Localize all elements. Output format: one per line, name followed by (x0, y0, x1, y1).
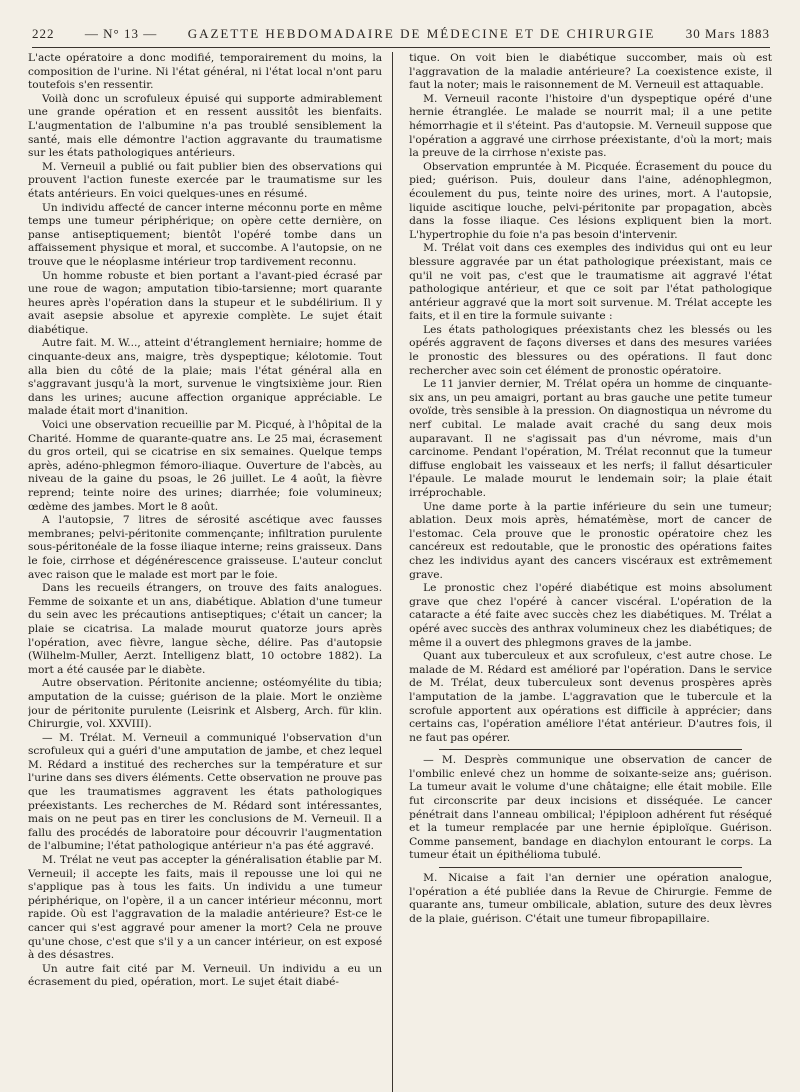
paragraph: Voilà donc un scrofuleux épuisé qui supporte admirablement une grande opération et en ressent aussitôt les bienfaits. L'augmentation de l'albumine n'a pas troublé sensiblement la santé, mais elle démontre l'action aggravante du traumatisme sur les états pathologiques antérieurs. (28, 92, 383, 160)
paragraph: — M. Desprès communique une observation de cancer de l'ombilic enlevé chez un homme de soixante-seize ans; guérison. La tumeur avait le volume d'une châtaigne; elle était mobile. Elle fut circonscrite par deux incisions et disséquée. Le cancer pénétrait dans l'anneau ombilical; l'épiploon adhérent fut réséqué et la tumeur remplacée par une hernie épiploïque. Guérison. Comme pansement, bandage en diachylon entourant le corps. La tumeur était un épithélioma tubulé. (409, 754, 772, 862)
journal-title: GAZETTE HEBDOMADAIRE DE MÉDECINE ET DE CHIRURGIE (187, 26, 656, 41)
section-separator (439, 867, 742, 868)
paragraph: Le pronostic chez l'opéré diabétique est moins absolument grave que chez l'opéré à cancer viscéral. L'opération de la cataracte a été faite avec succès chez les diabétiques. M. Trélat a opéré avec succès des anthrax volumineux chez les diabétiques; de même il a ouvert des phlegmons graves de la jambe. (409, 582, 772, 649)
paragraph: M. Nicaise a fait l'an dernier une opération analogue, l'opération a été publiée dans la Revue de Chirurgie. Femme de quarante ans, tumeur ombilicale, ablation, suture des deux lèvres de la plaie, guérison. C'était une tumeur fibropapillaire. (409, 872, 772, 925)
left-column (28, 52, 393, 1092)
paragraph: Dans les recueils étrangers, on trouve des faits analogues. Femme de soixante et un ans, diabétique. Ablation d'une tumeur du sein avec les précautions antiseptiques; c'était un cancer; la plaie se cicatrisa. La malade mourut quatorze jours après l'opération, avec fièvre, langue sèche, délire. Pas d'autopsie (Wilhelm-Muller, Aerzt. Intelligenz blatt, 10 octobre 1882). La mort a été causée par le diabète. (28, 582, 383, 676)
right-column (407, 52, 772, 1092)
paragraph: Quant aux tuberculeux et aux scrofuleux, c'est autre chose. Le malade de M. Rédard est amélioré par l'opération. Dans le service de M. Trélat, deux tuberculeux sont devenus prospères après l'amputation de la jambe. L'aggravation que le tubercule et la scrofule apportent aux opérations est difficile à apprécier; dans certains cas, l'opération améliore l'état antérieur. D'autres fois, il ne faut pas opérer. (409, 650, 772, 744)
paragraph: A l'autopsie, 7 litres de sérosité ascétique avec fausses membranes; pelvi-péritonite commençante; infiltration purulente sous-péritonéale de la fosse iliaque interne; reins graisseux. Dans le foie, cirrhose et dégénérescence graisseuse. L'auteur conclut avec raison que le malade est mort par le foie. (28, 514, 383, 581)
paragraph: M. Verneuil a publié ou fait publier bien des observations qui prouvent l'action funeste exercée par le traumatisme sur les états antérieurs. En voici quelques-unes en résumé. (28, 160, 383, 200)
issue-number: — N° 13 — (84, 26, 158, 41)
paragraph: Un homme robuste et bien portant a l'avant-pied écrasé par une roue de wagon; amputation tibio-tarsienne; mort quarante heures après l'opération dans la stupeur et le subdélirium. Il y avait asepsie absolue et apyrexie complète. Le sujet était diabétique. (28, 269, 383, 336)
paragraph: Autre fait. M. W..., atteint d'étranglement herniaire; homme de cinquante-deux ans, maigre, très dyspeptique; kélotomie. Tout alla bien du côté de la plaie; mais l'état général alla en s'aggravant jusqu'à la mort, survenue le vingtsixième jour. Rien dans les urines; aucune affection organique appréciable. Le malade était mort d'inanition. (28, 337, 383, 418)
paragraph: Un autre fait cité par M. Verneuil. Un individu a eu un écrasement du pied, opération, mort. Le sujet était diabé- (28, 962, 383, 989)
text-columns (22, 52, 778, 1092)
paragraph: Un individu affecté de cancer interne méconnu porte en même temps une tumeur périphérique; on opère cette dernière, on panse antiseptiquement; bientôt l'opéré tombe dans un affaissement physique et moral, et succombe. A l'autopsie, on ne trouve que le néoplasme intérieur trop tardivement reconnu. (28, 201, 383, 268)
paragraph: Les états pathologiques préexistants chez les blessés ou les opérés aggravent de façons diverses et dans des mesures variées le pronostic des blessures ou des opérations. Il faut donc rechercher avec soin cet élément de pronostic opératoire. (409, 323, 772, 377)
paragraph: M. Verneuil raconte l'histoire d'un dyspeptique opéré d'une hernie étranglée. Le malade se nourrit mal; il a une petite hémorrhagie et il s'éteint. Pas d'autopsie. M. Verneuil suppose que l'opération a aggravé une cirrhose préexistante, d'où la mort; mais la preuve de la cirrhose n'existe pas. (409, 92, 772, 160)
page-number: 222 (32, 26, 55, 41)
paragraph: — M. Trélat. M. Verneuil a communiqué l'observation d'un scrofuleux qui a guéri d'une amputation de jambe, et chez lequel M. Rédard a institué des recherches sur la température et sur l'urine dans ses divers éléments. Cette observation ne prouve pas que les traumatismes aggravent les états pathologiques préexistants. Les recherches de M. Rédard sont intéressantes, mais on ne peut pas en tirer les conclusions de M. Verneuil. Il a fallu des procédés de laboratoire pour découvrir l'augmentation de l'albumine; l'état pathologique antérieur n'a pas été aggravé. (28, 731, 383, 853)
paragraph: Observation empruntée à M. Picquée. Écrasement du pouce du pied; guérison. Puis, douleur dans l'aine, adénophlegmon, écoulement du pus, teinte noire des urines, mort. A l'autopsie, liquide ascitique louche, pelvi-péritonite par propagation, abcès dans la fosse iliaque. Ces lésions expliquent bien la mort. L'hypertrophie du foie n'a pas besoin d'intervenir. (409, 160, 772, 241)
paragraph: Voici une observation recueillie par M. Picqué, à l'hôpital de la Charité. Homme de quarante-quatre ans. Le 25 mai, écrasement du gros orteil, qui se cicatrise en six semaines. Quelque temps après, adéno-phlegmon fémoro-iliaque. Ouverture de l'abcès, au niveau de la gaine du psoas, le 26 juillet. Le 4 août, la fièvre reprend; teinte noire des urines; diarrhée; foie volumineux; œdème des jambes. Mort le 8 août. (28, 419, 383, 513)
paragraph: Autre observation. Péritonite ancienne; ostéomyélite du tibia; amputation de la cuisse; guérison de la plaie. Mort le onzième jour de péritonite purulente (Leisrink et Alsberg, Arch. für klin. Chirurgie, vol. XXVIII). (28, 677, 383, 731)
paragraph: M. Trélat ne veut pas accepter la généralisation établie par M. Verneuil; il accepte les faits, mais il repousse une loi qui ne s'applique pas à tous les faits. Un individu a une tumeur périphérique, on l'opère, il a un cancer intérieur méconnu, mort rapide. Où est l'aggravation de la maladie antérieure? Est-ce le cancer qui s'est aggravé pour amener la mort? Cela ne prouve qu'une chose, c'est que s'il y a un cancer intérieur, on est exposé à des désastres. (28, 854, 383, 962)
issue-date: 30 Mars 1883 (685, 26, 770, 41)
section-separator (439, 749, 742, 750)
paragraph: Une dame porte à la partie inférieure du sein une tumeur; ablation. Deux mois après, hématémèse, mort de cancer de l'estomac. Cela prouve que le pronostic opératoire chez les cancéreux est redoutable, que le pronostic des opérations faites chez les individus ayant des cancers viscéraux est extrêmement grave. (409, 500, 772, 581)
paragraph: tique. On voit bien le diabétique succomber, mais où est l'aggravation de la maladie antérieure? La coexistence existe, il faut la noter; mais le raisonnement de M. Verneuil est attaquable. (409, 52, 772, 92)
paragraph: M. Trélat voit dans ces exemples des individus qui ont eu leur blessure aggravée par un état pathologique préexistant, mais ce qu'il ne voit pas, c'est que le traumatisme ait aggravé l'état pathologique antérieur, et que ce soit par l'état pathologique antérieur aggravé que la mort soit survenue. M. Trélat accepte les faits, et il en tire la formule suivante : (409, 242, 772, 323)
running-header (32, 26, 770, 48)
paragraph: L'acte opératoire a donc modifié, temporairement du moins, la composition de l'urine. Ni l'état général, ni l'état local n'ont paru toutefois s'en ressentir. (28, 52, 383, 92)
paragraph: Le 11 janvier dernier, M. Trélat opéra un homme de cinquante-six ans, un peu amaigri, portant au bras gauche une petite tumeur ovoïde, très sensible à la pression. On diagnostiqua un névrome du nerf cubital. Le malade avait craché du sang deux mois auparavant. Il ne s'agissait pas d'un névrome, mais d'un carcinome. Pendant l'opération, M. Trélat reconnut que la tumeur diffuse englobait les vaisseaux et les nerfs; il fallut désarticuler l'épaule. Le malade mourut le lendemain soir; la plaie était irréprochable. (409, 378, 772, 499)
